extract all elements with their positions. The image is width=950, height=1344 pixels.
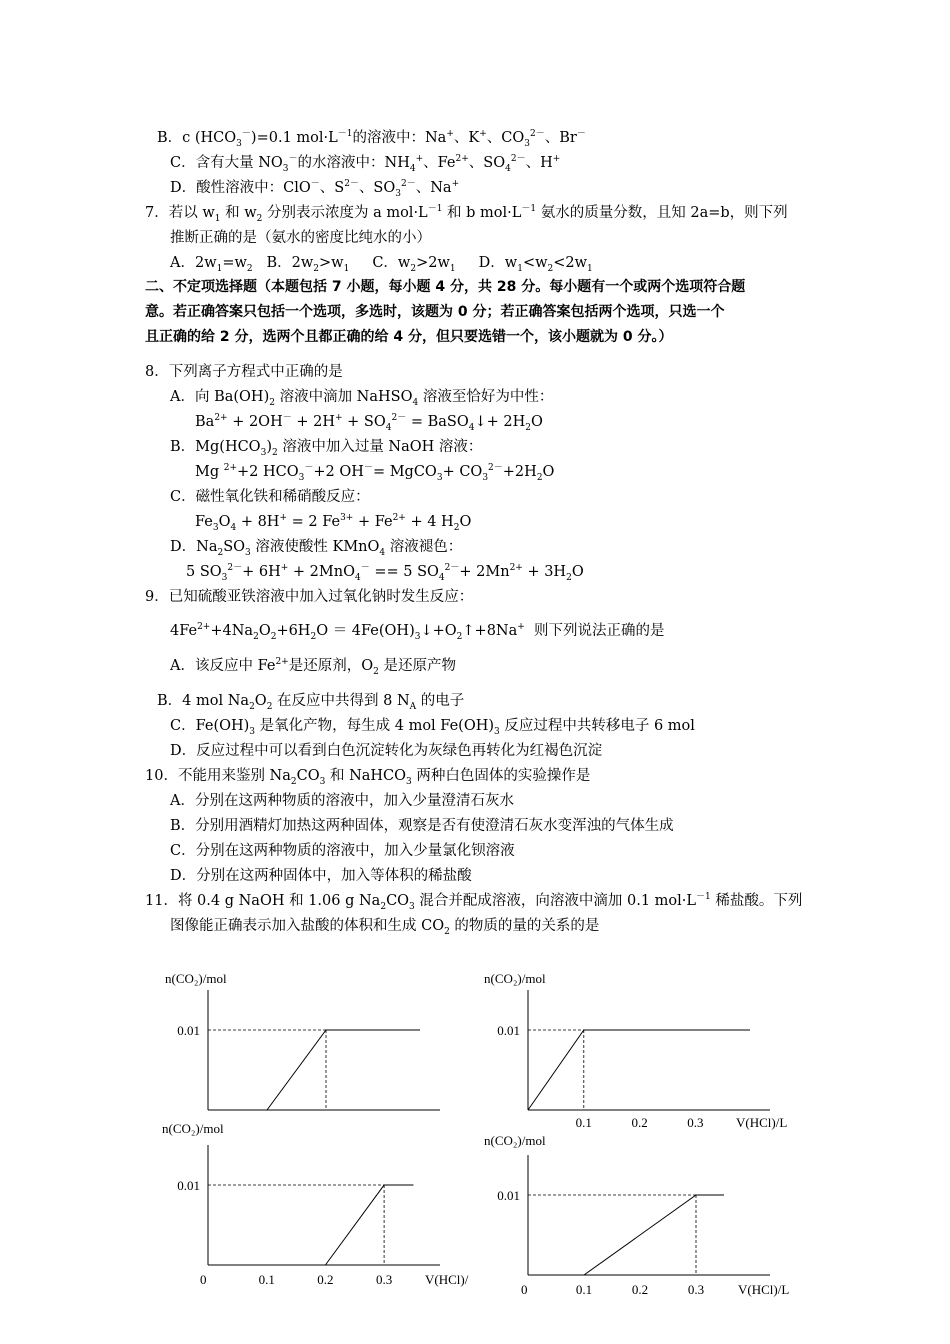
- chart-a-series-line: [267, 1030, 420, 1110]
- q6-option-b: B．c $(HCO_3^-)=0.1$ $mol\cdot L^{-1}$的溶液中：Na+、K+、$CO_3^{2-}$、Br－: [157, 129, 586, 149]
- q8-option-d: D．$Na_2SO_3$ 溶液使酸性 KMnO$_4$ 溶液褪色：: [170, 539, 463, 558]
- q10-option-b: B．分别用酒精灯加热这两种固体，观察是否有使澄清石灰水变浑浊的气体生成: [170, 818, 674, 834]
- q8-equation-d: 5 $SO_3^{2-}+ 6H^+ + 2MnO_4^- == 5$ $SO_4^{2-}+ 2Mn^{2+} + 3H_2O$: [186, 563, 584, 583]
- chart-d-x-label: V(HCl)/L: [738, 1282, 790, 1297]
- chart-d-series-line: [584, 1195, 724, 1275]
- q10-option-d: D．分别在这两种固体中，加入等体积的稀盐酸: [170, 868, 472, 884]
- section-2-heading-cont: 意。若正确答案只包括一个选项，多选时，该题为 0 分；若正确答案包括两个选项，只选一个: [145, 304, 725, 320]
- chart-c-x-tick-label: 0.1: [258, 1272, 275, 1287]
- chart-c-origin-label: 0: [200, 1272, 207, 1287]
- q9-equation: $4Fe^{2+}+4Na_2O_2+6H_2O$ ＝ $4Fe(OH)_3↓+O_2↑+8Na^+$ 则下列说法正确的是: [170, 622, 665, 642]
- q9-option-a: A．该反应中 $Fe^{2+}$是还原剂，$O_2$ 是还原产物: [170, 657, 456, 677]
- q8-stem: 8．下列离子方程式中正确的是: [145, 364, 343, 380]
- chart-d-x-tick-label: 0.2: [631, 1282, 649, 1297]
- q6-option-d: D．酸性溶液中：ClO－、$S^{2-}$、$SO_3^{2-}$、Na+: [170, 179, 460, 199]
- q8-equation-a: $Ba^{2+} + 2OH^- + 2H^+ + SO_4^{2-}$ = BaSO$_4$↓+ $2H_2O$: [195, 413, 543, 433]
- q9-option-c: C．$Fe(OH)_3$ 是氧化产物，每生成 4 mol $Fe(OH)_3$ 反应过程中共转移电子 6 mol: [170, 718, 695, 737]
- q7-stem-cont: 推断正确的是（氨水的密度比纯水的小）: [170, 230, 431, 246]
- chart-c-x-label: V(HCl)/: [425, 1272, 469, 1287]
- chart-a-y-label: n(CO₂)/mol: [165, 971, 227, 986]
- q8-option-b: B．$Mg(HCO_3)_2$ 溶液中加入过量 NaOH 溶液：: [170, 439, 483, 458]
- q8-option-c: C．磁性氧化铁和稀硝酸反应：: [170, 489, 370, 505]
- chart-c-y-label: n(CO₂)/mol: [162, 1121, 224, 1136]
- q8-equation-c: $Fe_3O_4 + 8H^+ = 2$ $Fe^{3+} + Fe^{2+} + 4$ $H_2O$: [195, 513, 472, 533]
- chart-b-y-tick-label: 0.01: [497, 1023, 520, 1038]
- chart-b-x-tick-label: 0.2: [631, 1115, 648, 1130]
- chart-d-origin-label: 0: [521, 1282, 528, 1297]
- q9-stem: 9．已知硫酸亚铁溶液中加入过氧化钠时发生反应：: [145, 589, 474, 605]
- chart-c-x-tick-label: 0.3: [375, 1272, 393, 1287]
- chart-a-y-tick-label: 0.01: [177, 1023, 200, 1038]
- q10-option-a: A．分别在这两种物质的溶液中，加入少量澄清石灰水: [170, 793, 514, 809]
- q9-option-d: D．反应过程中可以看到白色沉淀转化为灰绿色再转化为红褐色沉淀: [170, 743, 603, 759]
- q10-stem: 10．不能用来鉴别 $Na_2CO_3$ 和 NaHCO$_3$ 两种白色固体的实验操作是: [145, 768, 591, 787]
- q9-option-b: B．4 mol $Na_2O_2$ 在反应中共得到 8 $N_A$ 的电子: [157, 693, 465, 712]
- q7-options: A．$2w_1=w_2$ B．$2w_2>w_1$ C．$w_2>2w_1$ D．$w_1<w_2<2w_1$: [170, 255, 593, 274]
- q8-option-a: A．向 $Ba(OH)_2$ 溶液中滴加 NaHSO$_4$ 溶液至恰好为中性：: [170, 389, 554, 408]
- chart-d-y-tick-label: 0.01: [497, 1188, 520, 1203]
- section-2-heading-end: 且正确的给 2 分，选两个且都正确的给 4 分，但只要选错一个，该小题就为 0 分。）: [145, 329, 673, 345]
- chart-d-x-tick-label: 0.1: [575, 1282, 593, 1297]
- chart-b-x-tick-label: 0.3: [687, 1115, 704, 1130]
- q6-option-c: C．含有大量 $NO_3^-$的水溶液中：$NH_4^+$、$Fe^{2+}$、$SO_4^{2-}$、H+: [170, 154, 561, 174]
- chart-d-x-tick-label: 0.3: [687, 1282, 705, 1297]
- chart-c-y-tick-label: 0.01: [177, 1178, 200, 1193]
- q11-stem: 11．将 0.4 g NaOH 和 1.06 g $Na_2CO_3$ 混合并配成溶液，向溶液中滴加 0.1 $mol\cdot L^{-1}$ 稀盐酸。下列: [145, 892, 803, 912]
- chart-b-x-tick-label: 0.1: [575, 1115, 592, 1130]
- q10-option-c: C．分别在这两种物质的溶液中，加入少量氯化钡溶液: [170, 843, 515, 859]
- chart-c-series-line: [325, 1185, 413, 1265]
- q7-stem: 7．若以 $w_1$ 和 $w_2$ 分别表示浓度为 a $mol\cdot L^{-1}$ 和 b $mol\cdot L^{-1}$ 氨水的质量分数，且知 2a=b，则下列: [145, 204, 788, 224]
- chart-b-x-label: V(HCl)/L: [736, 1115, 788, 1130]
- section-2-heading: 二、不定项选择题（本题包括 7 小题，每小题 4 分，共 28 分。每小题有一个或两个选项符合题: [145, 279, 746, 295]
- chart-b-series-line: [528, 1030, 750, 1110]
- q8-equation-b: Mg $^{2+}$+2 $HCO_3^-+2$ OH－= MgCO$_3$+ $CO_3^{2-}+2H_2O$: [195, 463, 555, 483]
- chart-d-y-label: n(CO₂)/mol: [484, 1133, 546, 1148]
- chart-b-y-label: n(CO₂)/mol: [484, 971, 546, 986]
- chart-c-x-tick-label: 0.2: [317, 1272, 334, 1287]
- q11-stem-cont: 图像能正确表示加入盐酸的体积和生成 $CO_2$ 的物质的量的关系的是: [170, 918, 600, 937]
